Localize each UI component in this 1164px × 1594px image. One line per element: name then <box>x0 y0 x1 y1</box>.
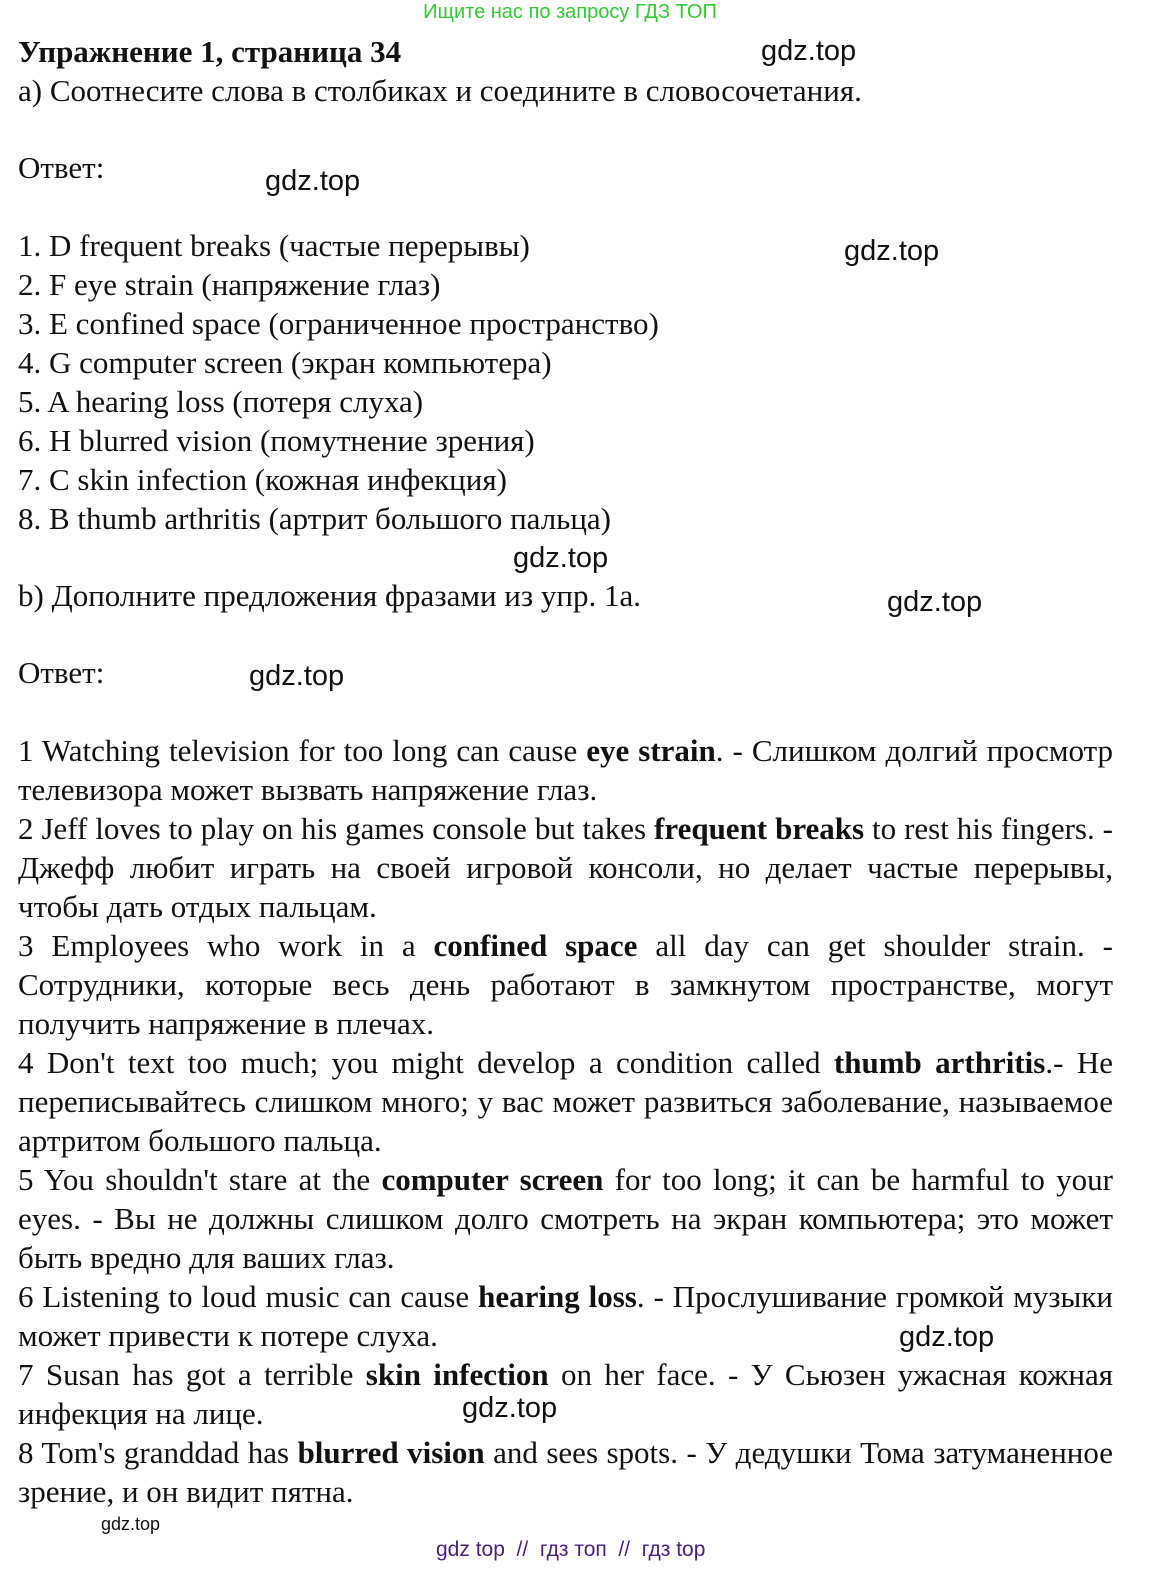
sentence-text: 4 Don't text too much; you might develop a condition called <box>18 1045 834 1080</box>
sentence-text: 8 Tom's granddad has <box>18 1435 298 1470</box>
sentence-text: to rest his fingers. - Джефф любит играть на своей игровой консоли, но делает частые перерывы, чтобы дать отдых пальцам. <box>18 811 1113 924</box>
answer-sentence <box>18 1043 1113 1160</box>
watermark: gdz.top <box>844 235 940 267</box>
list-item: 6. H blurred vision (помутнение зрения) <box>18 423 535 458</box>
watermark: gdz.top <box>761 35 857 67</box>
answer-sentence <box>18 809 1113 926</box>
sentence-text: 1 Watching television for too long can cause <box>18 733 587 768</box>
sentence-text: 3 Employees who work in a <box>18 928 434 963</box>
watermark: gdz.top <box>462 1392 558 1424</box>
search-banner[interactable]: Ищите нас по запросу ГДЗ ТОП <box>423 1 717 23</box>
watermark: gdz.top <box>101 1514 161 1534</box>
task-b: b) Дополните предложения фразами из упр. 1a. <box>18 578 641 613</box>
answer-sentence <box>18 1160 1113 1277</box>
list-item: 2. F eye strain (напряжение глаз) <box>18 267 441 302</box>
sentence-text: on her face. - У Сьюзен ужасная кожная инфекция на лице. <box>18 1357 1114 1431</box>
sentence-text: 2 Jeff loves to play on his games console but takes <box>18 811 655 846</box>
list-item: 4. G computer screen (экран компьютера) <box>18 345 552 380</box>
sentence-text: . - Слишком долгий просмотр телевизора может вызвать напряжение глаз. <box>18 733 1113 807</box>
watermark: gdz.top <box>887 586 983 618</box>
sentence-text: and sees spots. - У дедушки Тома затуманенное зрение, и он видит пятна. <box>18 1435 1114 1509</box>
watermark: gdz.top <box>265 165 361 197</box>
answer-list-a <box>18 226 1113 538</box>
task-a: a) Соотнесите слова в столбиках и соедините в словосочетания. <box>18 73 862 108</box>
sentence-text: 5 You shouldn't stare at the <box>18 1162 382 1197</box>
answer-sentence <box>18 926 1113 1043</box>
sentence-text: for too long; it can be harmful to your eyes. - Вы не должны слишком долго смотреть на экран компьютера; это может быть вредно для ваших глаз. <box>18 1162 1113 1275</box>
answer-sentence <box>18 731 1113 809</box>
highlighted-phrase: frequent breaks <box>654 811 865 846</box>
sentence-text: all day can get shoulder strain. - Сотрудники, которые весь день работают в замкнутом пространстве, могут получить напряжение в плечах. <box>18 928 1113 1041</box>
list-item: 7. C skin infection (кожная инфекция) <box>18 462 507 497</box>
list-item: 8. B thumb arthritis (артрит большого пальца) <box>18 501 611 536</box>
watermark: gdz.top <box>513 542 609 574</box>
watermark: gdz.top <box>899 1321 995 1353</box>
highlighted-phrase: skin infection <box>365 1357 549 1392</box>
footer-links[interactable]: gdz top // гдз топ // гдз top <box>436 1538 706 1561</box>
answer-label-b: Ответ: <box>18 655 105 690</box>
highlighted-phrase: confined space <box>433 928 638 963</box>
highlighted-phrase: eye strain <box>586 733 716 768</box>
sentence-text: .- Не переписывайтесь слишком много; у вас может развиться заболевание, называемое артритом большого пальца. <box>18 1045 1113 1158</box>
answer-list-b <box>18 731 1113 1511</box>
highlighted-phrase: hearing loss <box>478 1279 637 1314</box>
answer-label-a: Ответ: <box>18 150 105 185</box>
sentence-text: 7 Susan has got a terrible <box>18 1357 366 1392</box>
list-item: 5. A hearing loss (потеря слуха) <box>18 384 424 419</box>
list-item: 3. E confined space (ограниченное пространство) <box>18 306 659 341</box>
sentence-text: 6 Listening to loud music can cause <box>18 1279 479 1314</box>
answer-sentence <box>18 1355 1113 1433</box>
highlighted-phrase: computer screen <box>381 1162 604 1197</box>
sentence-text: . - Прослушивание громкой музыки может привести к потере слуха. <box>18 1279 1113 1353</box>
highlighted-phrase: thumb arthritis <box>833 1045 1046 1080</box>
list-item: 1. D frequent breaks (частые перерывы) <box>18 228 530 263</box>
watermark: gdz.top <box>249 660 345 692</box>
highlighted-phrase: blurred vision <box>297 1435 485 1470</box>
answer-sentence <box>18 1433 1113 1511</box>
exercise-title: Упражнение 1, страница 34 <box>18 34 402 69</box>
